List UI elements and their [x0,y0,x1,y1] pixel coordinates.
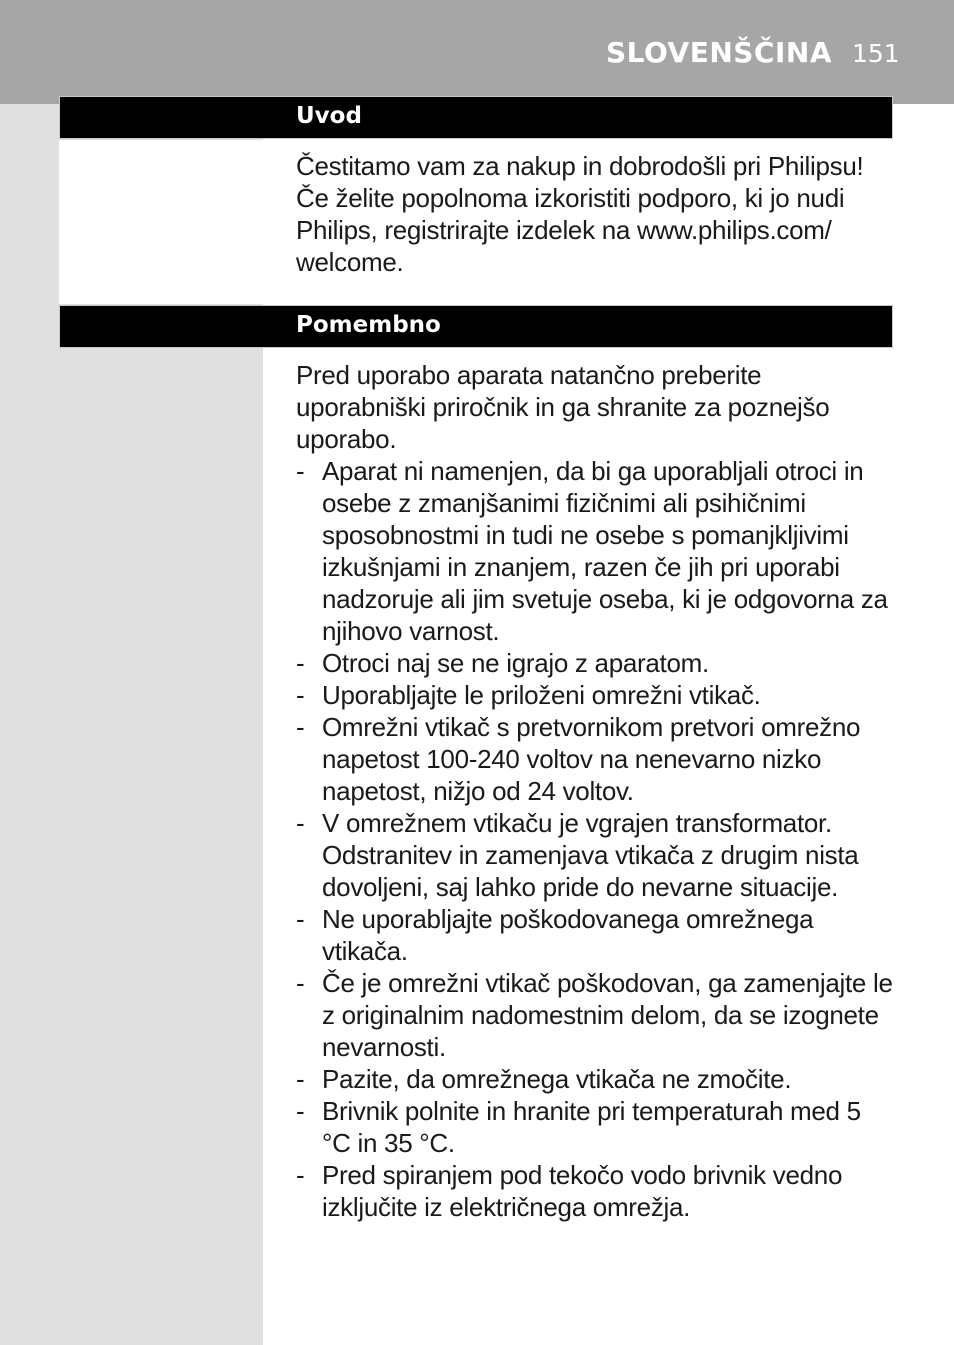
important-section-body [296,359,896,1223]
list-item: - Pred spiranjem pod tekočo vodo brivnik vedno izključite iz električnega omrežja. [296,1159,896,1223]
intro-paragraph: Čestitamo vam za nakup in dobrodošli pri Philipsu! Če želite popolnoma izkoristiti podporo, ki jo nudi Philips, registrirajte izdelek na www.philips.com/ welcome. [296,151,864,277]
list-item: - Aparat ni namenjen, da bi ga uporabljali otroci in osebe z zmanjšanimi fizičnimi ali psihičnimi sposobnostmi in tudi ne osebe s pomanjkljivimi izkušnjami in znanjem, razen če jih pri uporabi nadzoruje ali jim svetuje oseba, ki je odgovorna za njihovo varnost. [296,455,896,647]
list-item: - Otroci naj se ne igrajo z aparatom. [296,647,896,679]
list-item: - V omrežnem vtikaču je vgrajen transformator. Odstranitev in zamenjava vtikača z drugim nista dovoljeni, saj lahko pride do nevarne situacije. [296,807,896,903]
section-heading-important: Pomembno [296,312,441,338]
page-number: 151 [852,39,900,68]
section-heading-bar-important [59,305,893,348]
important-lead-paragraph: Pred uporabo aparata natančno preberite uporabniški priročnik in ga shranite za poznejšo uporabo. [296,360,830,454]
list-item: - Če je omrežni vtikač poškodovan, ga zamenjajte le z originalnim nadomestnim delom, da se izognete nevarnosti. [296,967,896,1063]
list-item: - Uporabljajte le priloženi omrežni vtikač. [296,679,896,711]
section-heading-bar-intro [59,96,893,139]
intro-left-gap [59,140,263,304]
safety-list [296,455,896,1223]
section-heading-intro: Uvod [296,103,362,129]
list-item: - Pazite, da omrežnega vtikača ne zmočite. [296,1063,896,1095]
list-item: - Brivnik polnite in hranite pri temperaturah med 5 °C in 35 °C. [296,1095,896,1159]
language-title: SLOVENŠČINA [605,36,832,69]
intro-section-body [296,150,896,278]
list-item: - Ne uporabljajte poškodovanega omrežnega vtikača. [296,903,896,967]
list-item: - Omrežni vtikač s pretvornikom pretvori omrežno napetost 100-240 voltov na nenevarno nizko napetost, nižjo od 24 voltov. [296,711,896,807]
